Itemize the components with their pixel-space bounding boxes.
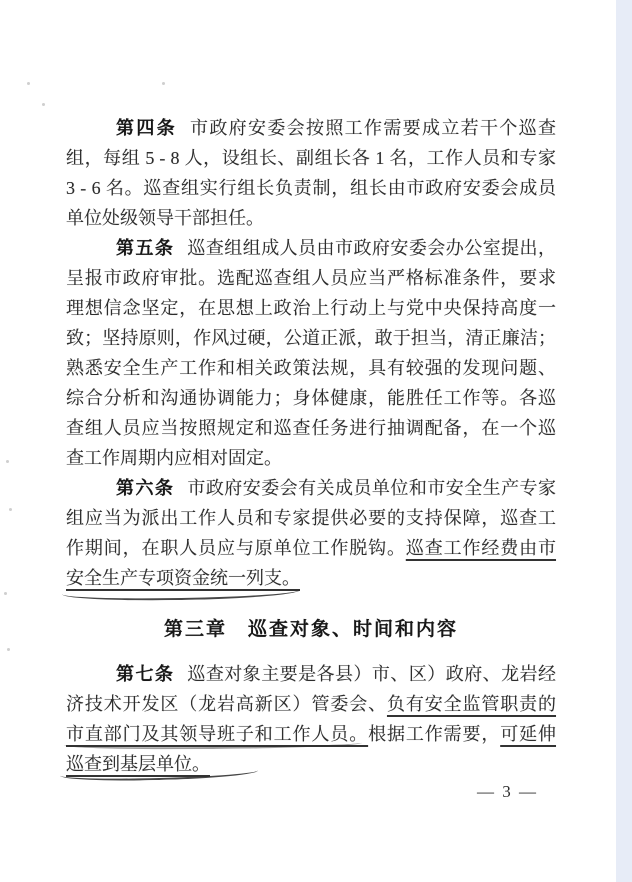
article-7-text-2: 济技术开发区（龙岩高新区）管委会、 — [66, 694, 387, 714]
article-7-underlined-text-4: 巡查到基层单位。 — [66, 754, 210, 774]
article-5-text-1: 巡查组组成人员由市政府安委会办公室提出， — [187, 238, 557, 258]
article-5-text-3: 理想信念坚定，在思想上政治上行动上与党中央保持高度一 — [66, 298, 556, 318]
scan-speck — [162, 82, 165, 85]
article-7-line-2 — [66, 689, 556, 719]
article-7-text-3: 根据工作需要， — [368, 724, 501, 744]
article-6-line-1 — [66, 473, 556, 503]
article-6-text-1: 市政府安委会有关成员单位和市安全生产专家 — [187, 478, 557, 498]
document-body — [66, 113, 556, 779]
article-5-line-7 — [66, 413, 556, 443]
article-5-text-7: 查组人员应当按照规定和巡查任务进行抽调配备，在一个巡 — [66, 418, 556, 438]
article-6-line-4 — [66, 563, 556, 593]
article-4-text-4: 单位处级领导干部担任。 — [66, 208, 264, 228]
article-4-text-3: 3 - 6 名。巡查组实行组长负责制，组长由市政府安委会成员 — [66, 178, 556, 198]
scan-speck — [4, 592, 7, 595]
article-5-label: 第五条 — [116, 238, 175, 258]
article-7-underlined-text-2: 市直部门及其领导班子和工作人员。 — [66, 724, 369, 744]
article-5-text-6: 综合分析和沟通协调能力；身体健康，能胜任工作等。各巡 — [66, 388, 556, 408]
article-7-underlined-text-1: 负有安全监管职责的 — [386, 694, 557, 714]
article-6-label: 第六条 — [116, 478, 175, 498]
article-4-text-1: 市政府安委会按照工作需要成立若干个巡查 — [190, 118, 556, 138]
article-6-text-3: 作期间，在职人员应与原单位工作脱钩。 — [66, 538, 406, 558]
article-6-line-2 — [66, 503, 556, 533]
article-7-label: 第七条 — [116, 664, 175, 684]
article-5-text-8: 查工作周期内应相对固定。 — [66, 448, 282, 468]
article-4-line-2 — [66, 143, 556, 173]
article-5-line-4 — [66, 323, 556, 353]
article-7-line-3 — [66, 719, 556, 749]
page-number: — 3 — — [477, 782, 538, 801]
article-4-text-2: 组，每组 5 - 8 人，设组长、副组长各 1 名，工作人员和专家 — [66, 148, 556, 168]
article-6-underlined-text-2: 安全生产专项资金统一列支。 — [66, 568, 300, 588]
scan-speck — [9, 508, 12, 511]
article-4-line-4 — [66, 203, 556, 233]
article-5-line-2 — [66, 263, 556, 293]
article-7-line-4 — [66, 749, 556, 779]
article-5-text-4: 致；坚持原则，作风过硬，公道正派，敢于担当，清正廉洁； — [66, 328, 556, 348]
scan-edge-strip — [616, 0, 632, 882]
article-5-text-5: 熟悉安全生产工作和相关政策法规，具有较强的发现问题、 — [66, 358, 556, 378]
article-6-underlined-text-1: 巡查工作经费由市 — [405, 538, 557, 558]
article-6-line-3 — [66, 533, 556, 563]
article-6-text-2: 组应当为派出工作人员和专家提供必要的支持保障，巡查工 — [66, 508, 556, 528]
article-4-line-1 — [66, 113, 556, 143]
article-5-text-2: 呈报市政府审批。选配巡查组人员应当严格标准条件，要求 — [66, 268, 556, 288]
scan-speck — [42, 103, 45, 106]
article-5-line-8 — [66, 443, 556, 473]
article-4-line-3 — [66, 173, 556, 203]
article-5-line-6 — [66, 383, 556, 413]
article-5-line-5 — [66, 353, 556, 383]
article-5-line-1 — [66, 233, 556, 263]
article-7-underlined-text-3: 可延伸 — [500, 724, 557, 744]
article-7-line-1 — [66, 659, 556, 689]
chapter-3-heading: 第三章 巡查对象、时间和内容 — [163, 619, 458, 640]
scan-speck — [7, 648, 10, 651]
scan-speck — [27, 82, 30, 85]
scan-speck — [6, 460, 9, 463]
article-7-text-1: 巡查对象主要是各县）市、区）政府、龙岩经 — [187, 664, 557, 684]
article-5-line-3 — [66, 293, 556, 323]
article-4-label: 第四条 — [116, 118, 177, 138]
